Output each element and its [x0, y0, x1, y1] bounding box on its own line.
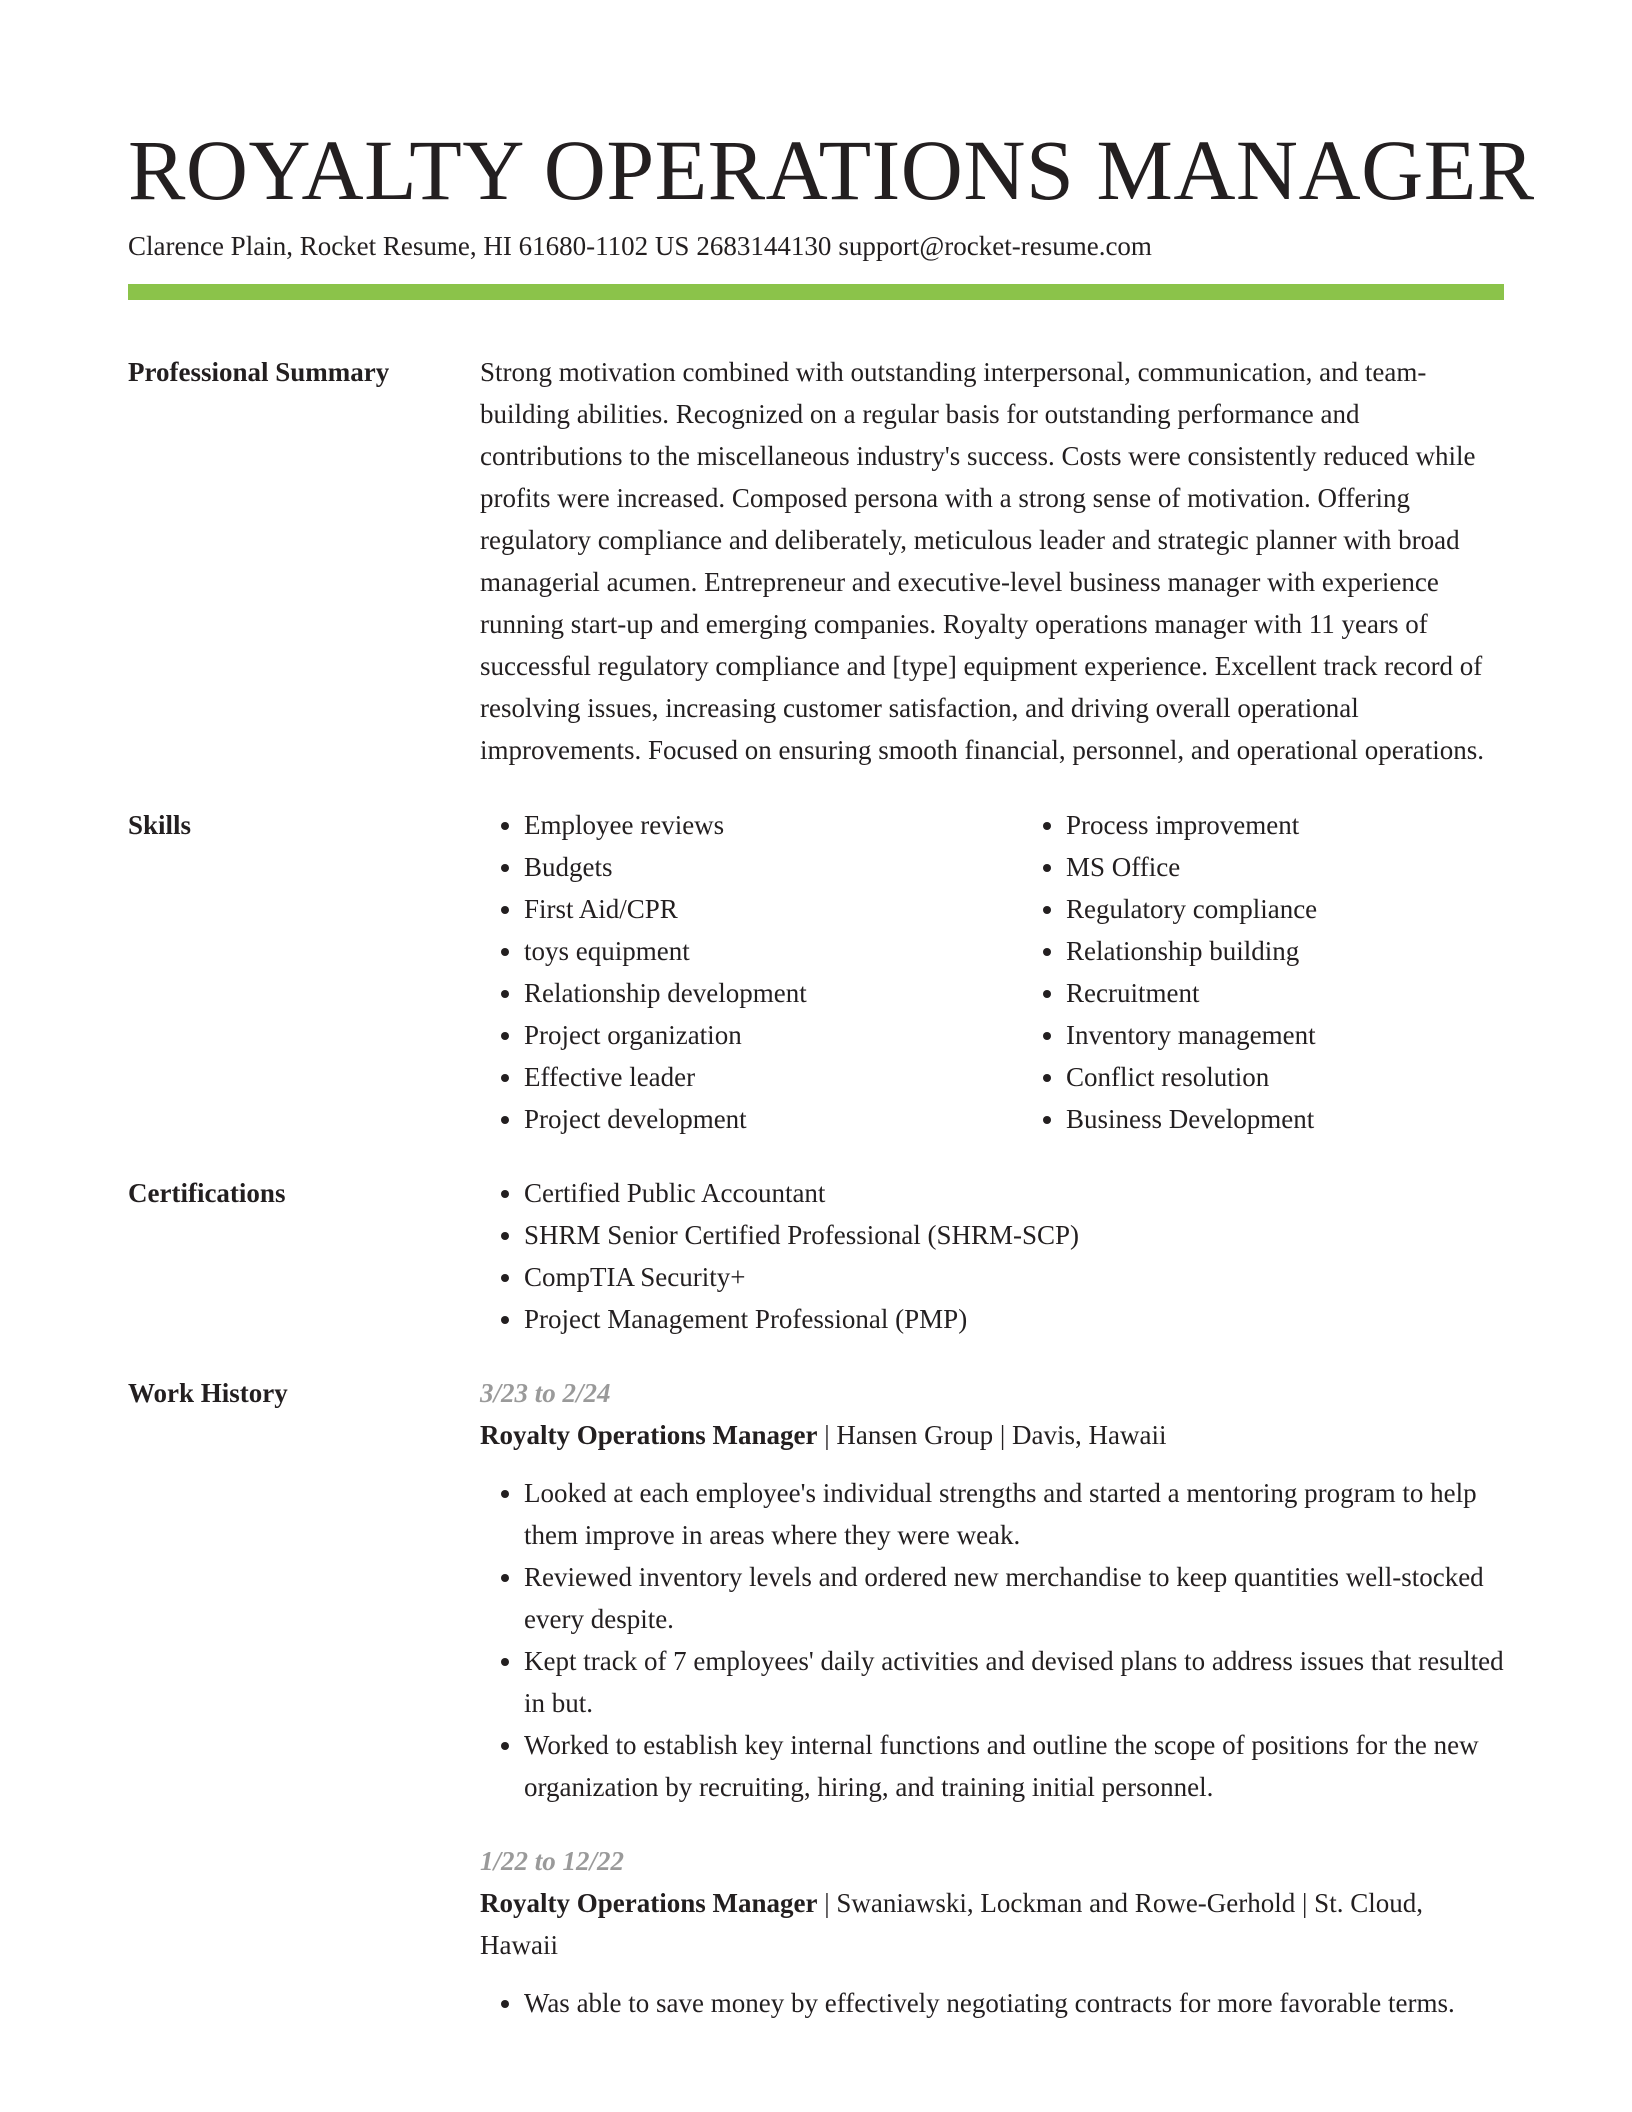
contact-address: Clarence Plain, Rocket Resume, HI 61680-1102 US: [128, 231, 690, 261]
certification-item: • Project Management Professional (PMP): [524, 1298, 1504, 1340]
work-history-heading: Work History: [128, 1378, 288, 1408]
contact-email: support@rocket-resume.com: [838, 231, 1152, 261]
accent-divider: [128, 284, 1504, 300]
job-bullet: • Reviewed inventory levels and ordered new merchandise to keep quantities well-stocked every despite.: [524, 1556, 1504, 1640]
certification-item: • CompTIA Security+: [524, 1256, 1504, 1298]
skills-heading: Skills: [128, 810, 192, 840]
contact-line: [128, 228, 1504, 264]
summary-heading: Professional Summary: [128, 357, 390, 387]
skill-item: • MS Office: [1066, 846, 1504, 888]
job-title-line: [480, 1882, 1504, 1966]
skill-item: • First Aid/CPR: [524, 888, 962, 930]
certification-item: • SHRM Senior Certified Professional (SHRM-SCP): [524, 1214, 1504, 1256]
job-title: Royalty Operations Manager: [480, 1420, 818, 1450]
skill-item: • Recruitment: [1066, 972, 1504, 1014]
skills-section: [128, 804, 1504, 1140]
job-entry: [480, 1840, 1504, 2024]
skill-item: • Project organization: [524, 1014, 962, 1056]
certification-item: • Certified Public Accountant: [524, 1172, 1504, 1214]
job-dates: 3/23 to 2/24: [480, 1378, 611, 1408]
certifications-section: [128, 1172, 1504, 1340]
job-title-line: [480, 1414, 1504, 1456]
certifications-list: [480, 1172, 1504, 1340]
skill-item: • Relationship building: [1066, 930, 1504, 972]
skill-item: • Business Development: [1066, 1098, 1504, 1140]
job-bullets: [480, 1472, 1504, 1808]
summary-text: Strong motivation combined with outstanding interpersonal, communication, and team-building abilities. Recognized on a regular basis for outstanding performance and contributions to the miscellaneous industry's success. Costs were consistently reduced while profits were increased. Composed persona with a strong sense of motivation. Offering regulatory compliance and deliberately, meticulous leader and strategic planner with broad managerial acumen. Entrepreneur and executive-level business manager with experience running start-up and emerging companies. Royalty operations manager with 11 years of successful regulatory compliance and [type] equipment experience. Excellent track record of resolving issues, increasing customer satisfaction, and driving overall operational improvements. Focused on ensuring smooth financial, personnel, and operational operations.: [480, 357, 1485, 765]
skill-item: • Process improvement: [1066, 804, 1504, 846]
job-company-location: | Swaniawski, Lockman and Rowe-Gerhold | St. Cloud, Hawaii: [480, 1888, 1423, 1960]
skill-item: • toys equipment: [524, 930, 962, 972]
skills-list-right: [1022, 804, 1504, 1140]
job-bullet: • Was able to save money by effectively negotiating contracts for more favorable terms.: [524, 1982, 1504, 2024]
job-bullet: • Looked at each employee's individual strengths and started a mentoring program to help them improve in areas where they were weak.: [524, 1472, 1504, 1556]
work-history-section: [128, 1372, 1504, 2024]
job-bullet: • Kept track of 7 employees' daily activities and devised plans to address issues that resulted in but.: [524, 1640, 1504, 1724]
job-bullets: [480, 1982, 1504, 2024]
resume-page: [128, 0, 1535, 2024]
skill-item: • Employee reviews: [524, 804, 962, 846]
contact-phone: 2683144130: [696, 231, 832, 261]
skill-item: • Budgets: [524, 846, 962, 888]
skill-item: • Project development: [524, 1098, 962, 1140]
skills-columns: [480, 804, 1504, 1140]
job-entry: [480, 1372, 1504, 1808]
summary-section: [128, 351, 1504, 771]
skill-item: • Regulatory compliance: [1066, 888, 1504, 930]
skill-item: • Relationship development: [524, 972, 962, 1014]
skill-item: • Effective leader: [524, 1056, 962, 1098]
job-dates: 1/22 to 12/22: [480, 1846, 625, 1876]
skill-item: • Conflict resolution: [1066, 1056, 1504, 1098]
skills-list-left: [480, 804, 962, 1140]
job-company-location: | Hansen Group | Davis, Hawaii: [817, 1420, 1167, 1450]
job-bullet: • Worked to establish key internal functions and outline the scope of positions for the new organization by recruiting, hiring, and training initial personnel.: [524, 1724, 1504, 1808]
resume-title: ROYALTY OPERATIONS MANAGER: [128, 122, 1535, 218]
job-title: Royalty Operations Manager: [480, 1888, 818, 1918]
skill-item: • Inventory management: [1066, 1014, 1504, 1056]
certifications-heading: Certifications: [128, 1178, 286, 1208]
